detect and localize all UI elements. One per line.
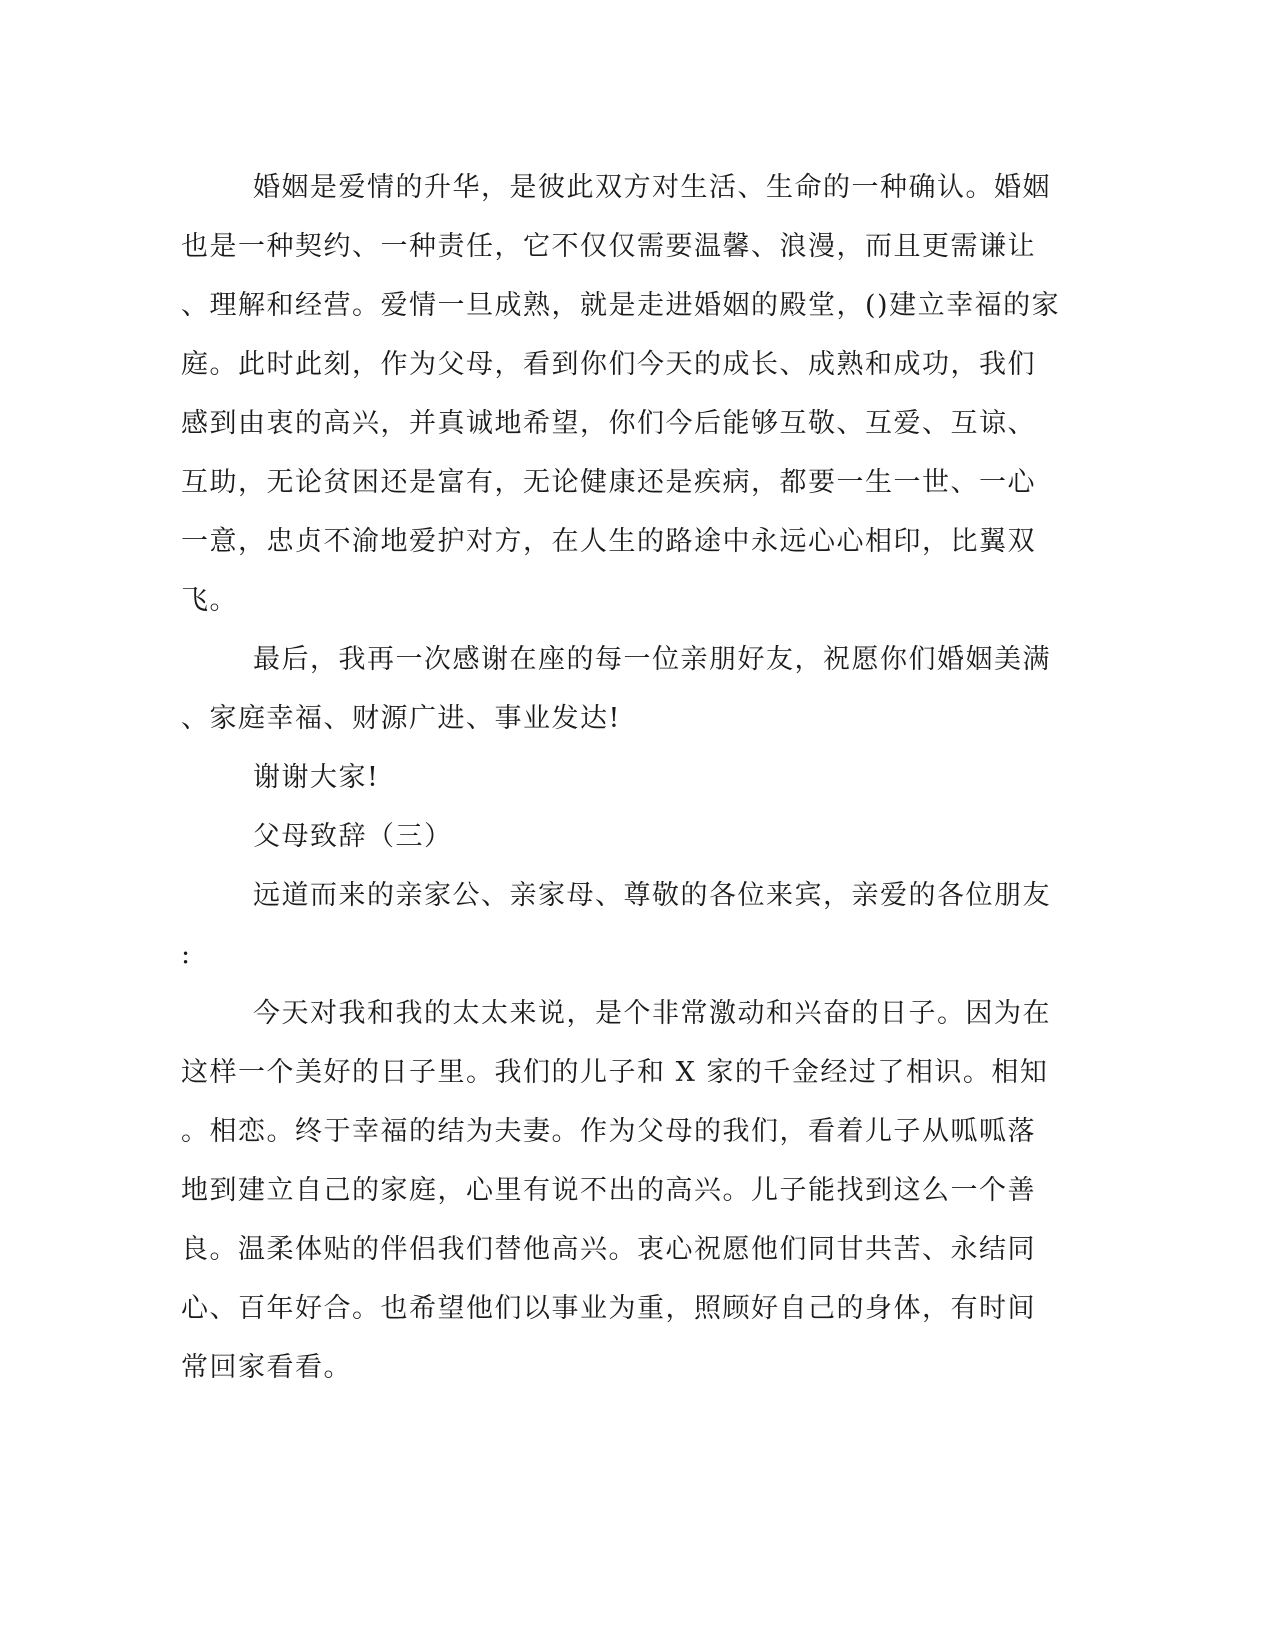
text-line: 、理解和经营。爱情一旦成熟，就是走进婚姻的殿堂，()建立幸福的家 <box>181 290 1061 321</box>
text-line: 互助，无论贫困还是富有，无论健康还是疾病，都要一生一世、一心 <box>181 467 1036 498</box>
text-line: 婚姻是爱情的升华，是彼此双方对生活、生命的一种确认。婚姻 <box>253 172 1051 203</box>
document-body <box>181 158 1061 1397</box>
text-line: 最后，我再一次感谢在座的每一位亲朋好友，祝愿你们婚姻美满 <box>253 644 1051 675</box>
text-line: 一意，忠贞不渝地爱护对方，在人生的路途中永远心心相印，比翼双 <box>181 526 1036 557</box>
text-line: 常回家看看。 <box>181 1352 352 1383</box>
section-heading: 父母致辞（三） <box>253 821 453 852</box>
text-line: 感到由衷的高兴，并真诚地希望，你们今后能够互敬、互爱、互谅、 <box>181 408 1036 439</box>
text-line: 谢谢大家! <box>253 762 380 793</box>
text-line: 。相恋。终于幸福的结为夫妻。作为父母的我们，看着儿子从呱呱落 <box>181 1116 1036 1147</box>
text-line: 、家庭幸福、财源广进、事业发达! <box>181 703 621 734</box>
text-line: 庭。此时此刻，作为父母，看到你们今天的成长、成熟和成功，我们 <box>181 349 1036 380</box>
text-line: 这样一个美好的日子里。我们的儿子和 X 家的千金经过了相识。相知 <box>181 1057 1049 1088</box>
text-line: 地到建立自己的家庭，心里有说不出的高兴。儿子能找到这么一个善 <box>181 1175 1036 1206</box>
text-line: : <box>181 939 192 970</box>
text-line: 也是一种契约、一种责任，它不仅仅需要温馨、浪漫，而且更需谦让 <box>181 231 1036 262</box>
text-line: 良。温柔体贴的伴侣我们替他高兴。衷心祝愿他们同甘共苦、永结同 <box>181 1234 1036 1265</box>
text-line: 远道而来的亲家公、亲家母、尊敬的各位来宾，亲爱的各位朋友 <box>253 880 1051 911</box>
text-line: 飞。 <box>181 585 238 616</box>
text-line: 今天对我和我的太太来说，是个非常激动和兴奋的日子。因为在 <box>253 998 1051 1029</box>
text-line: 心、百年好合。也希望他们以事业为重，照顾好自己的身体，有时间 <box>181 1293 1036 1324</box>
